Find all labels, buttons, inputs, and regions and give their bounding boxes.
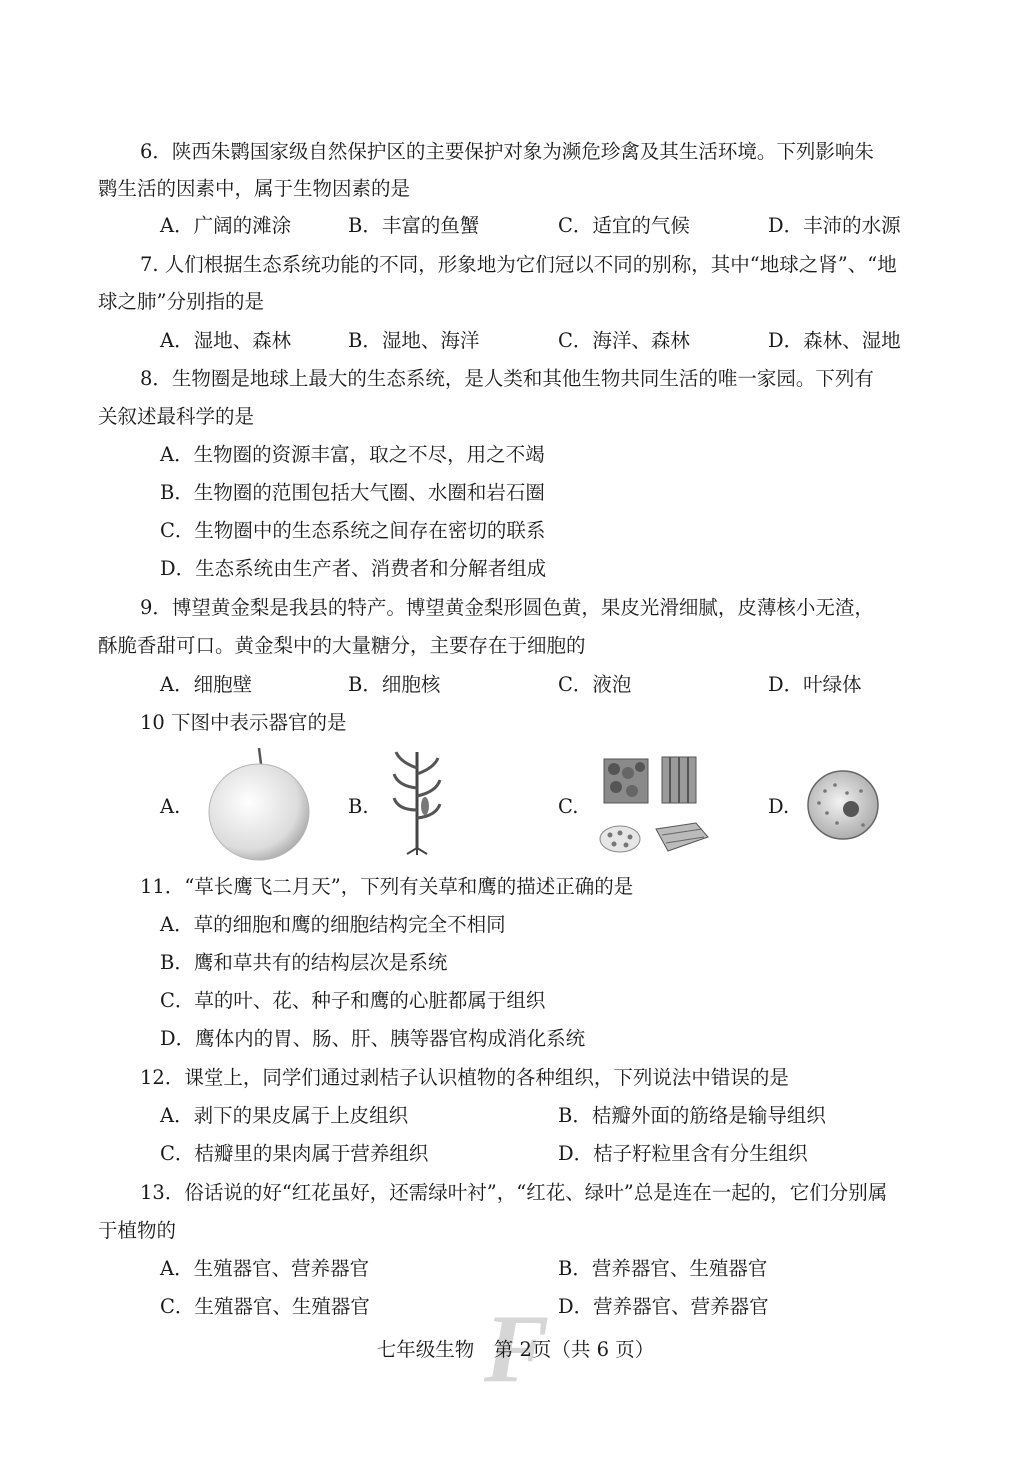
q8-stem-line1: 8．生物圈是地球上最大的生态系统，是人类和其他生物共同生活的唯一家园。下列有 <box>140 367 874 390</box>
q12-option-d: D．桔子籽粒里含有分生组织 <box>558 1142 808 1165</box>
q6-stem-line2: 鹮生活的因素中，属于生物因素的是 <box>98 177 411 200</box>
q6-option-c: C．适宜的气候 <box>558 214 690 237</box>
tissue-samples-image <box>598 753 712 861</box>
q11-option-a: A．草的细胞和鹰的细胞结构完全不相同 <box>160 913 506 936</box>
q10-stem: 10 下图中表示器官的是 <box>140 711 347 734</box>
q11-option-b: B．鹰和草共有的结构层次是系统 <box>160 951 448 974</box>
q13-option-a: A．生殖器官、营养器官 <box>160 1257 370 1280</box>
q8-option-c: C．生物圈中的生态系统之间存在密切的联系 <box>160 519 546 542</box>
q7-option-d: D．森林、湿地 <box>768 329 901 352</box>
q13-option-d: D．营养器官、营养器官 <box>558 1295 769 1318</box>
q9-option-c: C．液泡 <box>558 673 632 696</box>
q13-stem-line2: 于植物的 <box>98 1219 177 1242</box>
q10-option-b-label: B. <box>348 795 369 818</box>
q11-stem: 11．“草长鹰飞二月天”，下列有关草和鹰的描述正确的是 <box>140 875 634 898</box>
q6-option-b: B．丰富的鱼蟹 <box>348 214 480 237</box>
q10-option-d-label: D. <box>768 795 790 818</box>
q12-option-a: A．剥下的果皮属于上皮组织 <box>160 1104 409 1127</box>
q6-stem-line1: 6．陕西朱鹮国家级自然保护区的主要保护对象为濒危珍禽及其生活环境。下列影响朱 <box>140 140 874 163</box>
q6-option-a: A．广阔的滩涂 <box>160 214 292 237</box>
q12-option-c: C．桔瓣里的果肉属于营养组织 <box>160 1142 429 1165</box>
q11-option-c: C．草的叶、花、种子和鹰的心脏都属于组织 <box>160 989 546 1012</box>
q13-stem-line1: 13．俗话说的好“红花虽好，还需绿叶衬”，“红花、绿叶”总是连在一起的，它们分别属 <box>140 1181 888 1204</box>
q12-stem: 12．课堂上，同学们通过剥桔子认识植物的各种组织，下列说法中错误的是 <box>140 1066 789 1089</box>
pear-image <box>205 746 313 866</box>
page-footer: 七年级生物 第 2页（共 6 页） <box>376 1338 655 1361</box>
q9-option-a: A．细胞壁 <box>160 673 253 696</box>
q7-stem-line1: 7. 人们根据生态系统功能的不同，形象地为它们冠以不同的别称，其中“地球之肾”、“地 <box>140 253 897 276</box>
q9-option-d: D．叶绿体 <box>768 673 862 696</box>
q9-option-b: B．细胞核 <box>348 673 441 696</box>
q7-option-c: C．海洋、森林 <box>558 329 690 352</box>
q8-stem-line2: 关叙述最科学的是 <box>98 405 255 428</box>
q13-option-c: C．生殖器官、生殖器官 <box>160 1295 370 1318</box>
q7-stem-line2: 球之肺”分别指的是 <box>98 290 264 313</box>
cell-image <box>805 767 881 847</box>
q13-option-b: B．营养器官、生殖器官 <box>558 1257 768 1280</box>
corn-plant-image <box>392 748 442 860</box>
q8-option-a: A．生物圈的资源丰富，取之不尽，用之不竭 <box>160 443 545 466</box>
q10-option-a-label: A. <box>160 795 181 818</box>
q6-option-d: D．丰沛的水源 <box>768 214 901 237</box>
q8-option-d: D．生态系统由生产者、消费者和分解者组成 <box>160 557 547 580</box>
q12-option-b: B．桔瓣外面的筋络是输导组织 <box>558 1104 826 1127</box>
q11-option-d: D．鹰体内的胃、肠、肝、胰等器官构成消化系统 <box>160 1027 586 1050</box>
q7-option-b: B．湿地、海洋 <box>348 329 480 352</box>
q10-option-c-label: C. <box>558 795 579 818</box>
watermark-logo: F <box>484 1295 550 1403</box>
q7-option-a: A．湿地、森林 <box>160 329 292 352</box>
q9-stem-line2: 酥脆香甜可口。黄金梨中的大量糖分，主要存在于细胞的 <box>98 634 586 657</box>
q9-stem-line1: 9．博望黄金梨是我县的特产。博望黄金梨形圆色黄，果皮光滑细腻，皮薄核小无渣， <box>140 596 874 619</box>
q8-option-b: B．生物圈的范围包括大气圈、水圈和岩石圈 <box>160 481 545 504</box>
